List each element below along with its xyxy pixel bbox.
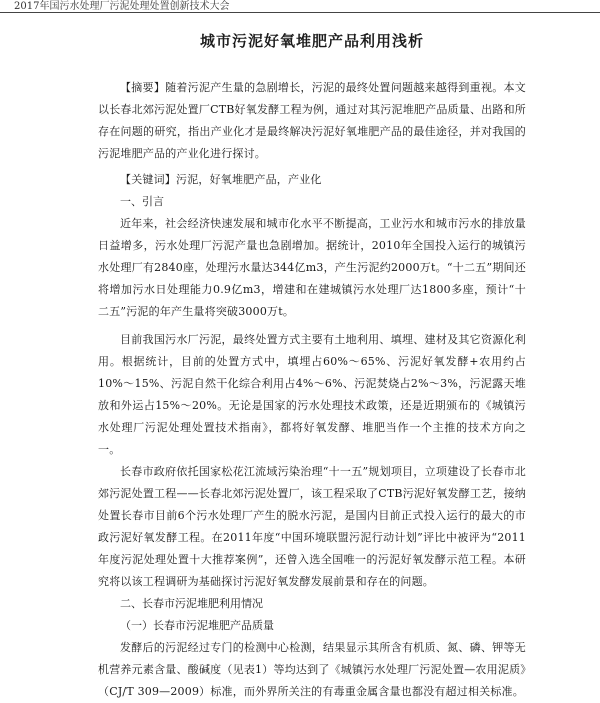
article-title: 城市污泥好氧堆肥产品利用浅析 — [199, 32, 424, 50]
body-paragraph-2: 目前我国污水厂污泥，最终处置方式主要有土地利用、填埋、建材及其它资源化利用。根据统计，目前的处置方式中，填埋占60%～65%、污泥好氧发酵+农用约占10%～15%、污泥自然干化综合利用占4%～6%、污泥焚烧占2%～3%，污泥露天堆放和外运占15%～20%。无论是国家的污水处理技术政策，还是近期颁布的《城镇污水处理厂污泥处理处置技术指南》，都将好氧发酵、堆肥当作一个主推的技术方向之一。 — [98, 333, 526, 456]
subsection-heading-product-quality: （一）长春市污泥堆肥产品质量 — [120, 619, 274, 632]
body-paragraph-3: 长春市政府依托国家松花江流域污染治理“十一五”规划项目，立项建设了长春市北郊污泥处置工程——长春北郊污泥处置厂，该工程采取了CTB污泥好氧发酵工艺，接纳处置长春市目前6个污水处理厂产生的脱水污泥，是国内目前正式投入运行的最大的市政污泥好氧发酵工程。在2011年度“中国环境联盟污泥行动计划”评比中被评为“2011年度污泥处理处置十大推荐案例”，还曾入选全国唯一的污泥好氧发酵示范工程。本研究将以该工程调研为基础探讨污泥好氧发酵发展前景和存在的问题。 — [98, 465, 526, 588]
section-heading-compost-use: 二、长春市污泥堆肥利用情况 — [120, 597, 263, 610]
section-heading-intro: 一、引言 — [120, 195, 164, 208]
body-paragraph-4: 发酵后的污泥经过专门的检测中心检测，结果显示其所含有机质、氮、磷、钾等无机营养元素含量、酸碱度（见表1）等均达到了《城镇污水处理厂污泥处置—农用泥质》（CJ/T 309—2009）标准，而外界所关注的有毒重金属含量也都没有超过相关标准。 — [98, 641, 526, 698]
abstract-paragraph: 【摘要】随着污泥产生量的急剧增长，污泥的最终处置问题越来越得到重视。本文以长春北郊污泥处置厂CTB好氧发酵工程为例，通过对其污泥堆肥产品质量、出路和所存在问题的研究，指出产业化才是最终解决污泥好氧堆肥产品的最佳途径，并对我国的污泥堆肥产品的产业化进行探讨。 — [98, 81, 526, 160]
running-header-text: 2017年国污水处理厂污泥处理处置创新技术大会 — [14, 1, 230, 12]
keywords-line: 【关键词】污泥，好氧堆肥产品，产业化 — [120, 173, 322, 186]
body-paragraph-1: 近年来，社会经济快速发展和城市化水平不断提高，工业污水和城市污水的排放量日益增多，污水处理厂污泥产量也急剧增加。据统计，2010年全国投入运行的城镇污水处理厂有2840座，处理污水量达344亿m3，产生污泥约2000万t。“十二五”期间还将增加污水日处理能力0.9亿m3，增建和在建城镇污水处理厂达1800多座，预计“十二五”污泥的年产生量将突破3000万t。 — [98, 217, 526, 318]
article-page — [98, 30, 526, 703]
running-header — [0, 0, 600, 13]
